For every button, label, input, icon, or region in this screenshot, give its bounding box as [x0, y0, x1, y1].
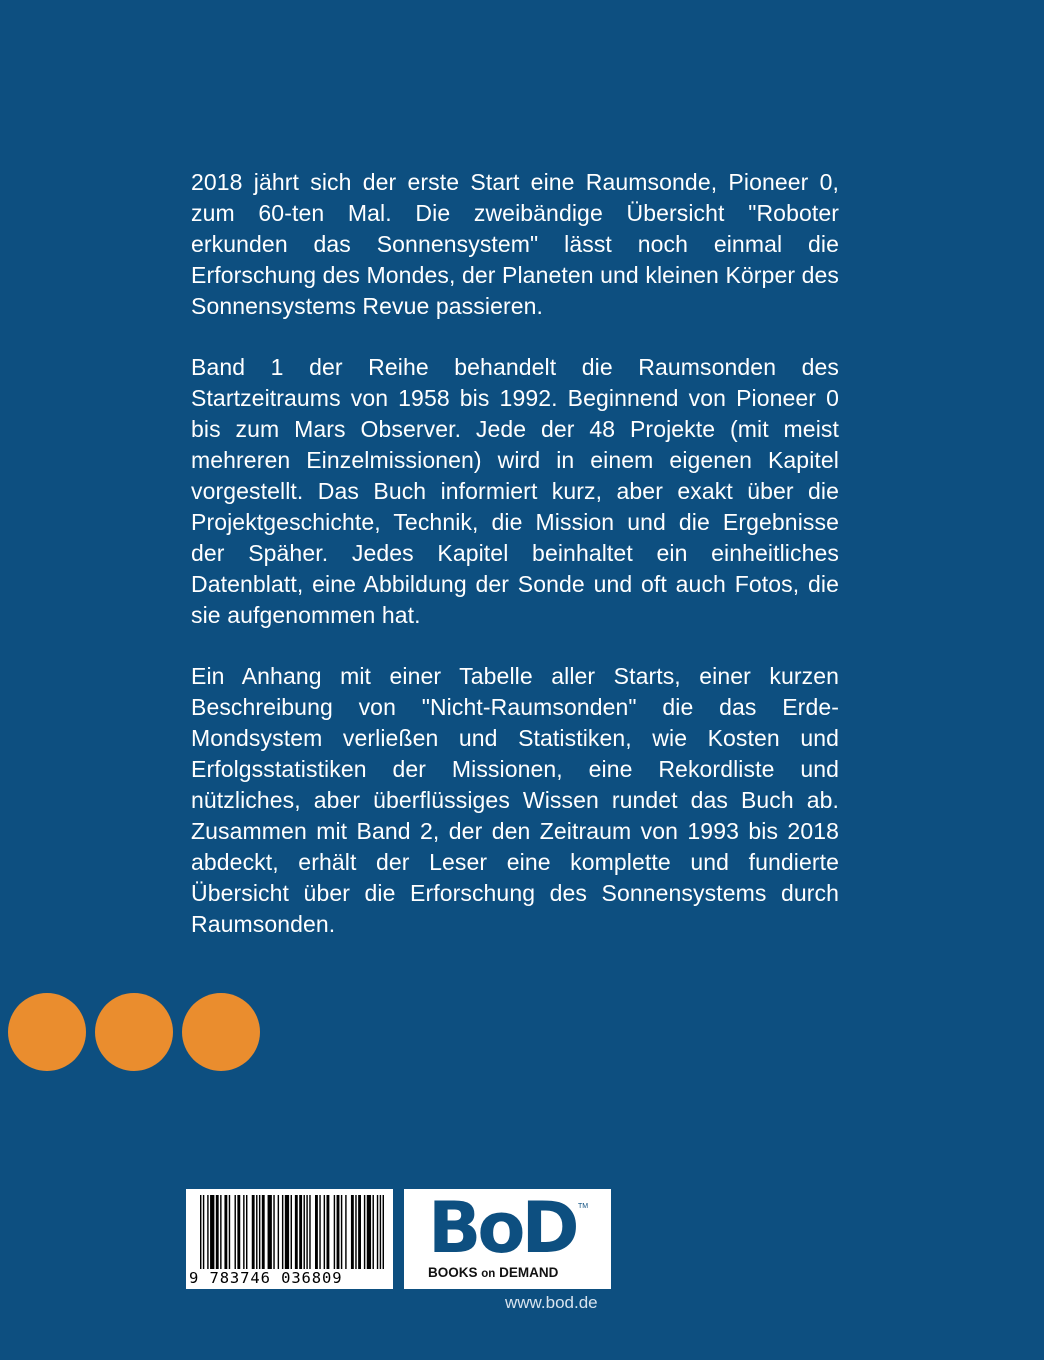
barcode-bar [262, 1195, 265, 1269]
publisher-logo-box [404, 1189, 611, 1289]
barcode-bar [203, 1195, 204, 1269]
tagline-books: BOOKS [428, 1265, 482, 1280]
barcode-bar [304, 1195, 305, 1269]
barcode-bar [285, 1195, 289, 1269]
orange-dot [8, 993, 86, 1071]
barcode-bar [383, 1195, 384, 1269]
barcode-bar [367, 1195, 371, 1269]
tagline-on: on [481, 1268, 496, 1280]
publisher-tagline [428, 1265, 558, 1280]
barcode-bar [210, 1195, 214, 1269]
barcode-bar [341, 1195, 342, 1269]
barcode-bar [207, 1195, 208, 1269]
barcode-bar [309, 1195, 310, 1269]
barcode-bar [337, 1195, 340, 1269]
decorative-dots [8, 993, 260, 1071]
barcode-bar [315, 1195, 318, 1269]
back-cover-blurb [191, 167, 839, 971]
barcode-bar [377, 1195, 378, 1269]
isbn-number: 9 783746 036809 [189, 1269, 343, 1287]
blurb-paragraph-1: 2018 jährt sich der erste Start eine Raumsonde, Pioneer 0, zum 60-ten Mal. Die zweibändige Übersicht "Roboter erkunden das Sonnensystem" lässt noch einmal die Erforschung des Mondes, der Planeten und kleinen Körper des Sonnensystems Revue passieren. [191, 169, 839, 319]
barcode-bar [216, 1195, 219, 1269]
bod-logo: BoD [428, 1187, 576, 1269]
tagline-demand: DEMAND [495, 1265, 559, 1280]
blurb-paragraph-3: Ein Anhang mit einer Tabelle aller Starts, einer kurzen Beschreibung von "Nicht-Raumsonden" die das Erde-Mondsystem verließen und Statistiken, wie Kosten und Erfolgsstatistiken der Missionen, eine Rekordliste und nützliches, aber überflüssiges Wissen rundet das Buch ab. Zusammen mit Band 2, der den Zeitraum von 1993 bis 2018 abdeckt, erhält der Leser eine komplette und fundierte Übersicht über die Erforschung des Sonnensystems durch Raumsonden. [191, 663, 839, 937]
barcode-bar [237, 1195, 240, 1269]
barcode-bar [200, 1195, 201, 1269]
trademark-mark: TM [578, 1203, 589, 1210]
barcode-bar [259, 1195, 260, 1269]
barcode-bar [246, 1195, 247, 1269]
barcode-bar [291, 1195, 292, 1269]
publisher-website: www.bod.de [505, 1293, 598, 1312]
barcode-bar [327, 1195, 330, 1269]
barcode-bar [364, 1195, 365, 1269]
barcode-bar [252, 1195, 255, 1269]
barcode-bar [324, 1195, 325, 1269]
barcode-bar [351, 1195, 354, 1269]
barcode-bar [256, 1195, 257, 1269]
barcode-bar [282, 1195, 283, 1269]
barcode-bar [306, 1195, 307, 1269]
barcode-bar [229, 1195, 230, 1269]
barcode-bar [345, 1195, 346, 1269]
barcode-bar [334, 1195, 335, 1269]
barcode-bar [268, 1195, 272, 1269]
barcode-bar [299, 1195, 302, 1269]
orange-dot [182, 993, 260, 1071]
barcode-bar [358, 1195, 361, 1269]
barcode-bars-icon [200, 1195, 384, 1269]
barcode-bar [235, 1195, 236, 1269]
barcode-bar [355, 1195, 356, 1269]
barcode-bar [278, 1195, 279, 1269]
barcode-bar [295, 1195, 298, 1269]
isbn-barcode [186, 1189, 393, 1289]
barcode-bar [319, 1195, 320, 1269]
barcode-bar [224, 1195, 227, 1269]
barcode-bar [373, 1195, 374, 1269]
blurb-paragraph-2: Band 1 der Reihe behandelt die Raumsonden des Startzeitraums von 1958 bis 1992. Beginnend von Pioneer 0 bis zum Mars Observer. Jede der 48 Projekte (mit meist mehreren Einzelmissionen) wird in einem eigenen Kapitel vorgestellt. Das Buch informiert kurz, aber exakt über die Projektgeschichte, Technik, die Mission und die Ergebnisse der Späher. Jedes Kapitel beinhaltet ein einheitliches Datenblatt, eine Abbildung der Sonde und oft auch Fotos, die sie aufgenommen hat. [191, 354, 839, 628]
barcode-bar [243, 1195, 244, 1269]
barcode-bar [220, 1195, 221, 1269]
barcode-bar [273, 1195, 274, 1269]
barcode-bar [380, 1195, 381, 1269]
orange-dot [95, 993, 173, 1071]
